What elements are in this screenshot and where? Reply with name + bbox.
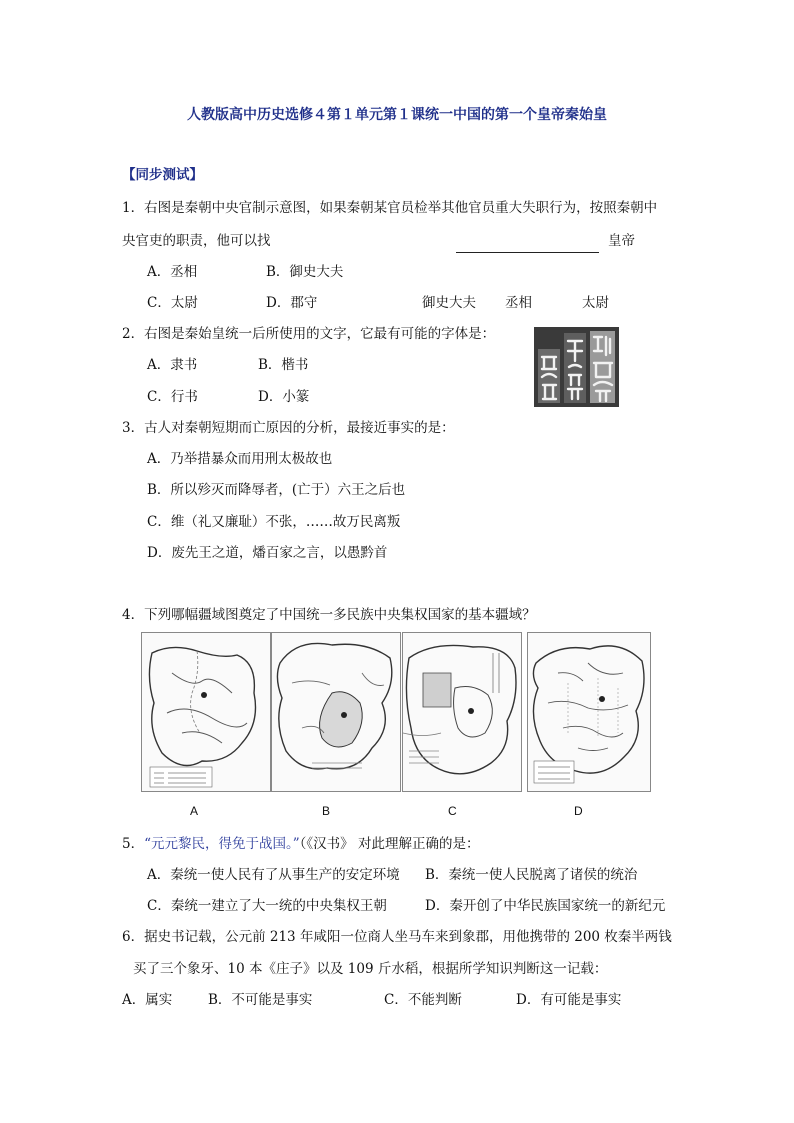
map-label-b: B [322, 804, 331, 818]
q1-option-b: B．御史大夫 [266, 264, 344, 280]
q2-stem: 2．右图是秦始皇统一后所使用的文字，它最有可能的字体是： [122, 326, 496, 342]
q6-stem-line1: 6．据史书记载，公元前 213 年咸阳一位商人坐马车来到象郡，用他携带的 200 枚秦半两钱 [122, 929, 672, 945]
q5-stem: 5．“元元黎民，得免于战国。”（《汉书》 对此理解正确的是： [122, 836, 480, 852]
q1-diagram-emperor: 皇帝 [608, 233, 635, 249]
q3-option-b: B．所以殄灭而降辱者，(亡于）六王之后也 [147, 482, 406, 498]
q3-stem: 3．古人对秦朝短期而亡原因的分析，最接近事实的是： [122, 420, 455, 436]
q1-diagram-commandant: 太尉 [582, 295, 609, 311]
section-heading: 【同步测试】 [122, 167, 203, 183]
q2-option-c: C．行书 [147, 389, 198, 405]
q5-option-d: D．秦开创了中华民族国家统一的新纪元 [425, 898, 666, 914]
q6-stem-line2: 买了三个象牙、10 本《庄子》以及 109 斤水稻，根据所学知识判断这一记载： [133, 961, 608, 977]
q6-option-c: C．不能判断 [384, 992, 462, 1008]
q5-stem-rest: 对此理解正确的是： [353, 836, 480, 852]
q5-option-a: A．秦统一使人民有了从事生产的安定环境 [147, 867, 400, 883]
q6-option-a: A．属实 [122, 992, 173, 1008]
q1-diagram-connector [456, 252, 599, 253]
q3-option-c: C．维（礼又廉耻）不张，……故万民离叛 [147, 514, 401, 530]
q2-option-b: B．楷书 [258, 357, 309, 373]
map-a [141, 632, 271, 792]
q2-option-d: D．小篆 [258, 389, 310, 405]
map-label-a: A [190, 804, 199, 818]
map-label-c: C [448, 804, 457, 818]
q5-quote: “元元黎民，得免于战国。” [144, 836, 300, 852]
q3-option-a: A．乃举措暴众而用刑太极故也 [147, 451, 333, 467]
q1-option-c: C．太尉 [147, 295, 198, 311]
q6-option-b: B．不可能是事实 [208, 992, 313, 1008]
map-d [527, 632, 651, 792]
q1-stem-line1: 1．右图是秦朝中央官制示意图，如果秦朝某官员检举其他官员重大失职行为，按照秦朝中 [122, 200, 658, 216]
q1-stem-line2: 央官吏的职责，他可以找 [122, 233, 271, 249]
q5-source: （《汉书》 [299, 836, 354, 852]
q1-diagram-censor: 御史大夫 [422, 295, 476, 311]
q6-option-d: D．有可能是事实 [516, 992, 622, 1008]
page-title: 人教版高中历史选修４第１单元第１课统一中国的第一个皇帝秦始皇 [187, 107, 607, 123]
map-c [402, 632, 522, 792]
q1-diagram-chancellor: 丞相 [505, 295, 532, 311]
q1-option-d: D．郡守 [266, 295, 318, 311]
q2-option-a: A．隶书 [147, 357, 198, 373]
q5-option-c: C．秦统一建立了大一统的中央集权王朝 [147, 898, 387, 914]
q5-option-b: B．秦统一使人民脱离了诸侯的统治 [425, 867, 638, 883]
q3-option-d: D．废先王之道，燔百家之言，以愚黔首 [147, 545, 388, 561]
seal-script-image [534, 327, 619, 407]
q4-stem: 4．下列哪幅疆域图奠定了中国统一多民族中央集权国家的基本疆域？ [122, 607, 536, 623]
map-b [271, 632, 401, 792]
map-label-d: D [574, 804, 583, 818]
q1-option-a: A．丞相 [147, 264, 198, 280]
